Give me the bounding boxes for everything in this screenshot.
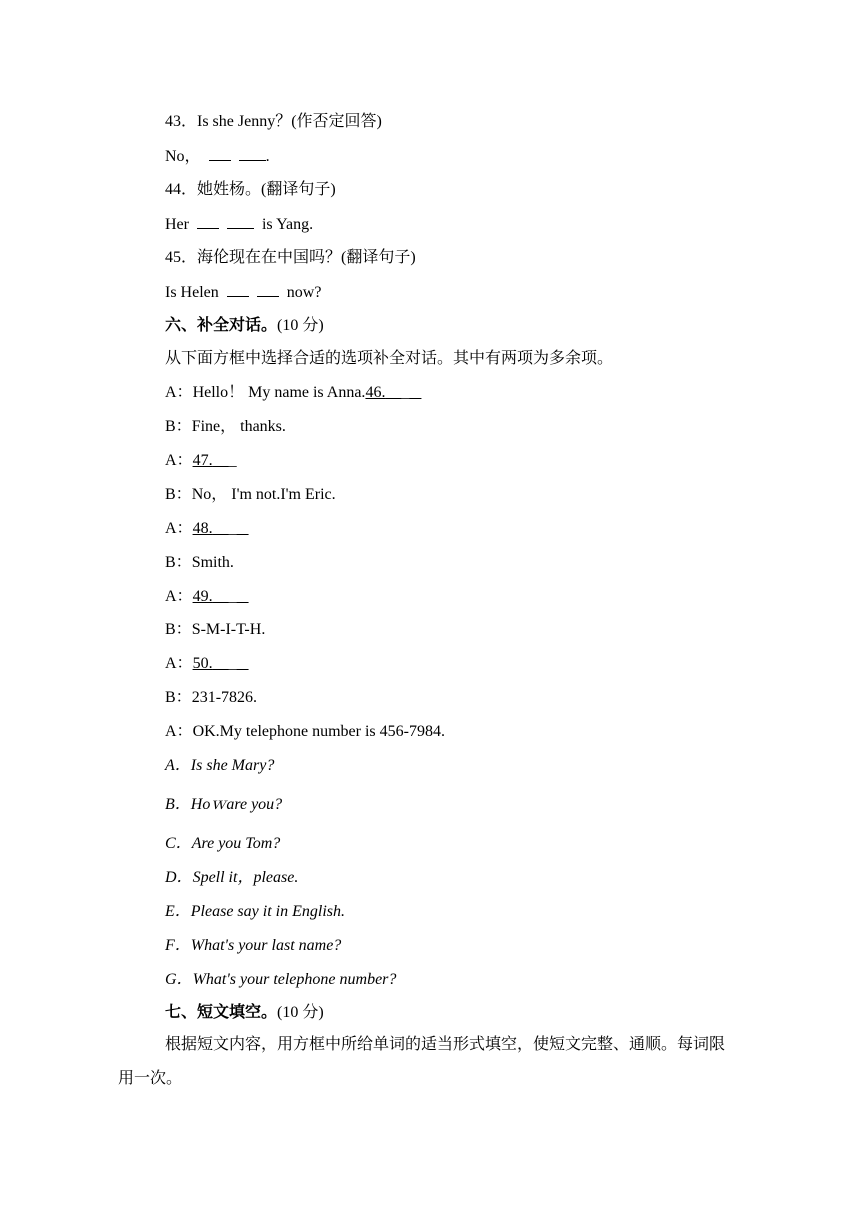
section-title: 六、补全对话。: [165, 317, 278, 334]
answer-blank[interactable]: [197, 214, 219, 229]
answer-blank[interactable]: [239, 146, 266, 161]
question-43-prompt: 43．Is she Jenny？(作否定回答): [165, 113, 382, 130]
answer-suffix: is Yang.: [261, 216, 314, 233]
answer-prefix: Her: [165, 216, 189, 233]
blank-tail: _: [228, 520, 237, 537]
answer-blank[interactable]: [257, 282, 279, 297]
question-43-answer: [165, 146, 270, 167]
speaker-label: B：: [165, 418, 192, 435]
dialogue-line: [165, 654, 249, 674]
dialogue-line: [165, 620, 265, 640]
question-45-answer: [165, 282, 321, 303]
option-f[interactable]: F．What's your last name?: [165, 937, 342, 954]
speaker-label: B：: [165, 621, 192, 638]
answer-suffix: now?: [286, 284, 322, 301]
answer-prefix: No，: [165, 148, 201, 165]
option-g[interactable]: G．What's your telephone number?: [165, 971, 397, 988]
speaker-label: A：: [165, 520, 193, 537]
question-44-prompt: 44．她姓杨。(翻译句子): [165, 181, 336, 198]
answer-blank-46[interactable]: 46.: [365, 384, 386, 401]
section-7-instruction: 根据短文内容，用方框中所给单词的适当形式填空，使短文完整、通顺。每词限用一次。: [118, 1036, 726, 1087]
answer-blank-47[interactable]: 47.: [192, 452, 213, 469]
question-45-prompt: 45．海伦现在在中国吗？(翻译句子): [165, 249, 416, 266]
answer-blank[interactable]: [227, 214, 254, 229]
dialogue-line: [165, 383, 421, 403]
dialogue-text: Hello！ My name is Anna.: [192, 384, 366, 401]
speaker-label: B：: [165, 486, 192, 503]
answer-prefix: Is Helen: [165, 284, 219, 301]
answer-suffix: .: [265, 148, 270, 165]
dialogue-line: [165, 451, 237, 471]
dialogue-line: [165, 587, 249, 607]
dialogue-line: [165, 722, 445, 742]
speaker-label: A：: [165, 452, 193, 469]
speaker-label: B：: [165, 554, 192, 571]
section-6-instruction: 从下面方框中选择合适的选项补全对话。其中有两项为多余项。: [165, 350, 614, 367]
section-score: (10 分): [277, 1004, 324, 1021]
section-score: (10 分): [277, 317, 324, 334]
dialogue-text: Fine， thanks.: [191, 418, 286, 435]
dialogue-line: [165, 485, 336, 505]
option-a[interactable]: A．Is she Mary?: [165, 757, 275, 774]
answer-blank-50[interactable]: 50.: [192, 655, 213, 672]
dialogue-text: S-M-I-T-H.: [191, 621, 266, 638]
dialogue-text: 231-7826.: [191, 689, 258, 706]
section-title: 七、短文填空。: [165, 1004, 278, 1021]
dialogue-line: [165, 688, 257, 708]
dialogue-text: Smith.: [191, 554, 234, 571]
dialogue-line: [165, 417, 286, 437]
answer-blank-49[interactable]: 49.: [192, 588, 213, 605]
answer-blank[interactable]: [227, 282, 249, 297]
blank-tail: _: [228, 655, 237, 672]
speaker-label: B：: [165, 689, 192, 706]
blank-tail: _: [228, 452, 237, 469]
dialogue-text: No， I'm not.I'm Eric.: [191, 486, 336, 503]
blank-tail: _: [401, 384, 410, 401]
option-e[interactable]: E．Please say it in English.: [165, 903, 345, 920]
dialogue-line: [165, 553, 234, 573]
section-6-heading: [165, 316, 324, 336]
dialogue-line: [165, 519, 249, 539]
question-44-answer: [165, 214, 313, 235]
dialogue-text: OK.My telephone number is 456-7984.: [192, 723, 445, 740]
speaker-label: A：: [165, 384, 193, 401]
speaker-label: A：: [165, 655, 193, 672]
answer-blank-48[interactable]: 48.: [192, 520, 213, 537]
option-d[interactable]: D．Spell it，please.: [165, 869, 299, 886]
speaker-label: A：: [165, 588, 193, 605]
answer-blank[interactable]: [209, 146, 231, 161]
blank-tail: _: [228, 588, 237, 605]
option-c[interactable]: C．Are you Tom?: [165, 835, 281, 852]
option-b[interactable]: B．Hoｗare you?: [165, 796, 283, 813]
speaker-label: A：: [165, 723, 193, 740]
section-7-heading: [165, 1003, 324, 1023]
